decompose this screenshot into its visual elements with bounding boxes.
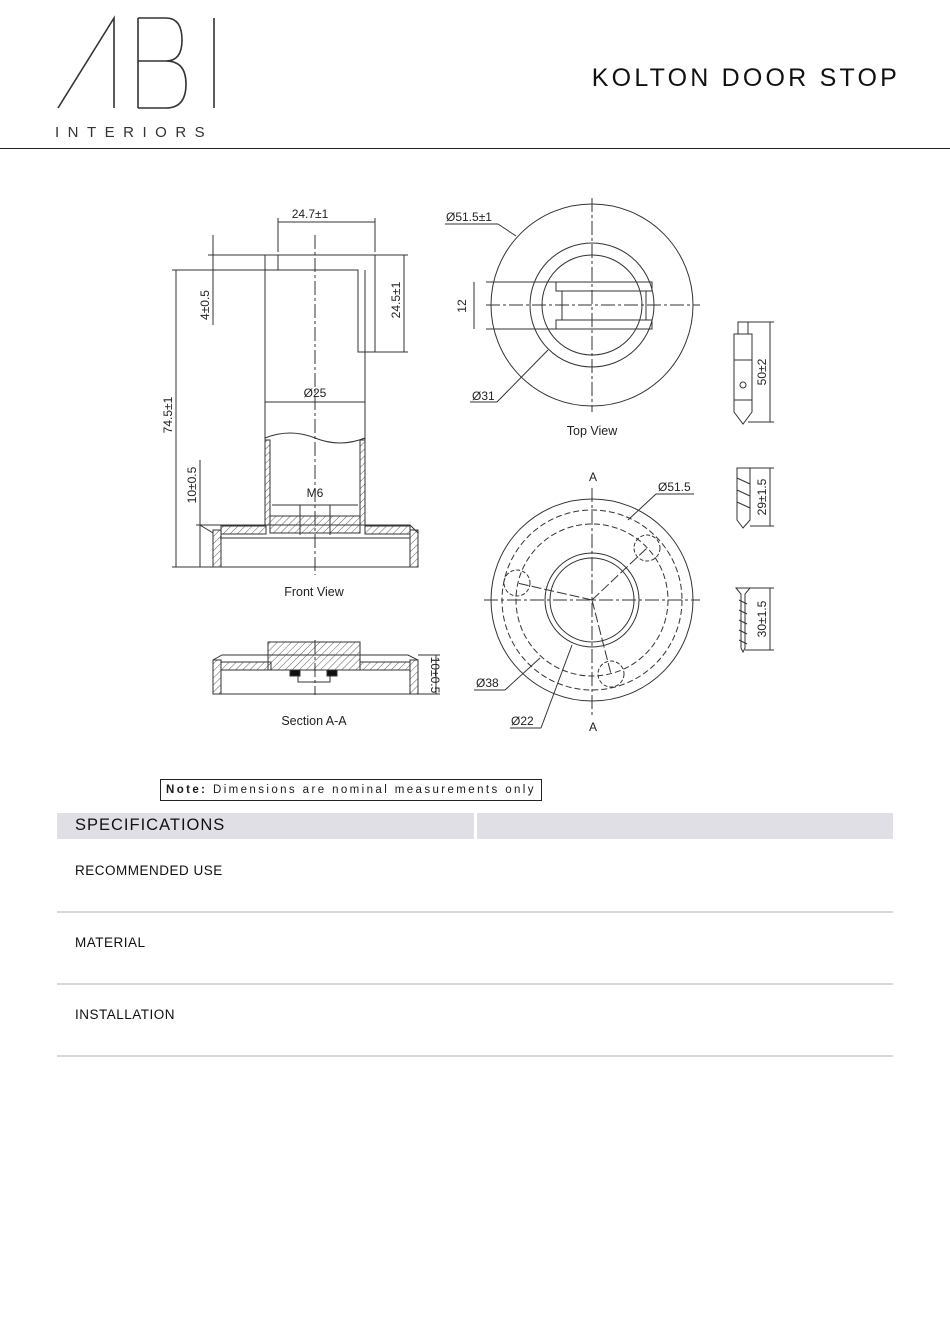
dim-bolt-length: 50±2 — [755, 358, 769, 386]
section-view-label: Section A-A — [281, 714, 347, 728]
spec-row-material — [57, 911, 893, 985]
dim-top-inner: Ø31 — [472, 389, 495, 403]
dim-plug-length: 29±1.5 — [755, 478, 769, 516]
spec-label: INSTALLATION — [75, 1007, 176, 1022]
front-view — [172, 218, 418, 575]
dimensions-note — [160, 779, 542, 801]
section-marker-bottom: A — [588, 720, 598, 734]
specifications-header — [57, 813, 893, 839]
dim-stem-diameter: Ø25 — [303, 386, 327, 400]
dim-base-height: 10±0.5 — [185, 466, 199, 504]
front-view-label: Front View — [284, 585, 344, 599]
spec-label: MATERIAL — [75, 935, 146, 950]
dim-base-outer: Ø51.5 — [658, 480, 691, 494]
dim-base-inner: Ø22 — [511, 714, 534, 728]
spec-row-installation — [57, 983, 893, 1057]
section-view — [213, 640, 440, 695]
dim-total-height: 74.5±1 — [161, 396, 175, 434]
dim-thread: M6 — [306, 486, 324, 500]
page-title: KOLTON DOOR STOP — [591, 64, 900, 92]
spec-row-recommended-use — [57, 839, 893, 913]
technical-drawing — [150, 190, 800, 750]
top-view — [445, 198, 700, 412]
dim-section-height: 10±0.5 — [428, 656, 442, 694]
top-view-label: Top View — [566, 424, 618, 438]
dim-offset: 4±0.5 — [198, 290, 212, 320]
specifications-title: SPECIFICATIONS — [75, 816, 226, 834]
dim-height-top: 24.5±1 — [389, 281, 403, 319]
header-column-divider — [474, 813, 477, 839]
dim-width-top: 24.7±1 — [291, 207, 329, 221]
header-divider — [0, 148, 950, 149]
dim-screw-length: 30±1.5 — [755, 600, 769, 638]
dim-top-outer: Ø51.5±1 — [446, 210, 492, 224]
bottom-view — [474, 488, 700, 728]
dim-top-slot: 12 — [455, 299, 469, 313]
brand-subtitle: INTERIORS — [55, 124, 214, 141]
section-marker-top: A — [588, 470, 598, 484]
spec-label: RECOMMENDED USE — [75, 863, 223, 878]
note-text: Dimensions are nominal measurements only — [213, 784, 536, 796]
note-label: Note: — [166, 784, 208, 796]
dim-base-pcd: Ø38 — [476, 676, 499, 690]
